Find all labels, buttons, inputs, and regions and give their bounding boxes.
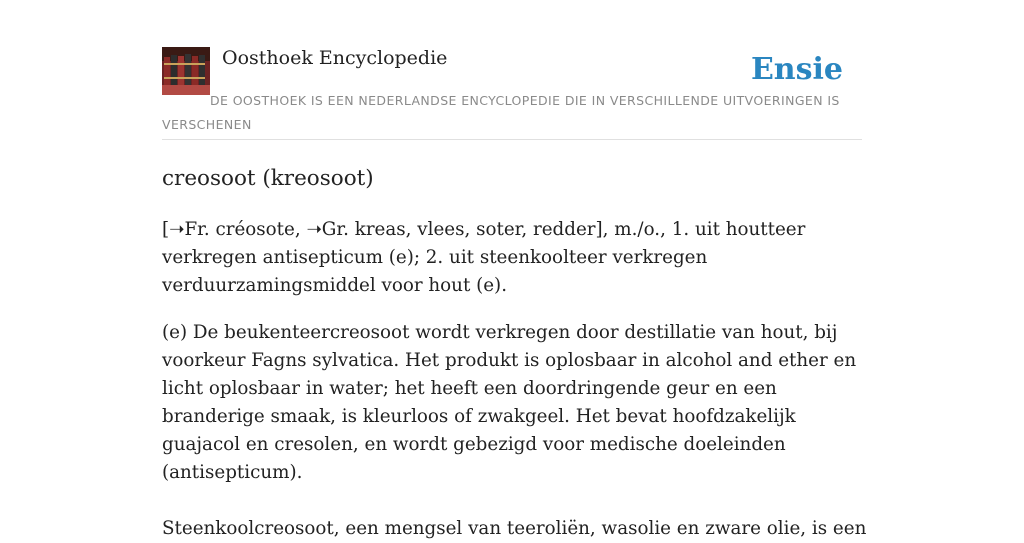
source-tagline xyxy=(162,89,862,137)
brand-logo[interactable]: Ensie xyxy=(750,52,843,87)
entry-title: creosoot (kreosoot) xyxy=(162,166,374,191)
source-name[interactable]: Oosthoek Encyclopedie xyxy=(222,47,448,69)
source-avatar[interactable] xyxy=(162,47,210,95)
entry-paragraph: [➝Fr. créosote, ➝Gr. kreas, vlees, soter, redder], m./o., 1. uit houtteer verkregen antisepticum (e); 2. uit steenkoolteer verkregen verduurzamingsmiddel voor hout (e). xyxy=(162,219,806,296)
entry-paragraph: Steenkoolcreosoot, een mengsel van teeroliën, wasolie en zware olie, is een xyxy=(162,518,867,539)
source-header xyxy=(162,46,862,140)
books-icon xyxy=(162,47,210,95)
entry-content xyxy=(162,164,867,543)
tagline-text: DE OOSTHOEK IS EEN NEDERLANDSE ENCYCLOPEDIE DIE IN VERSCHILLENDE UITVOERINGEN IS VERSCHENEN xyxy=(162,93,840,132)
entry-paragraph: (e) De beukenteercreosoot wordt verkregen door destillatie van hout, bij voorkeur Fagns sylvatica. Het produkt is oplosbaar in alcohol and ether en licht oplosbaar in water; het heeft een doordringende geur en een branderige smaak, is kleurloos of zwakgeel. Het bevat hoofdzakelijk guajacol en cresolen, en wordt gebezigd voor medische doeleinden (antisepticum). xyxy=(162,322,857,483)
